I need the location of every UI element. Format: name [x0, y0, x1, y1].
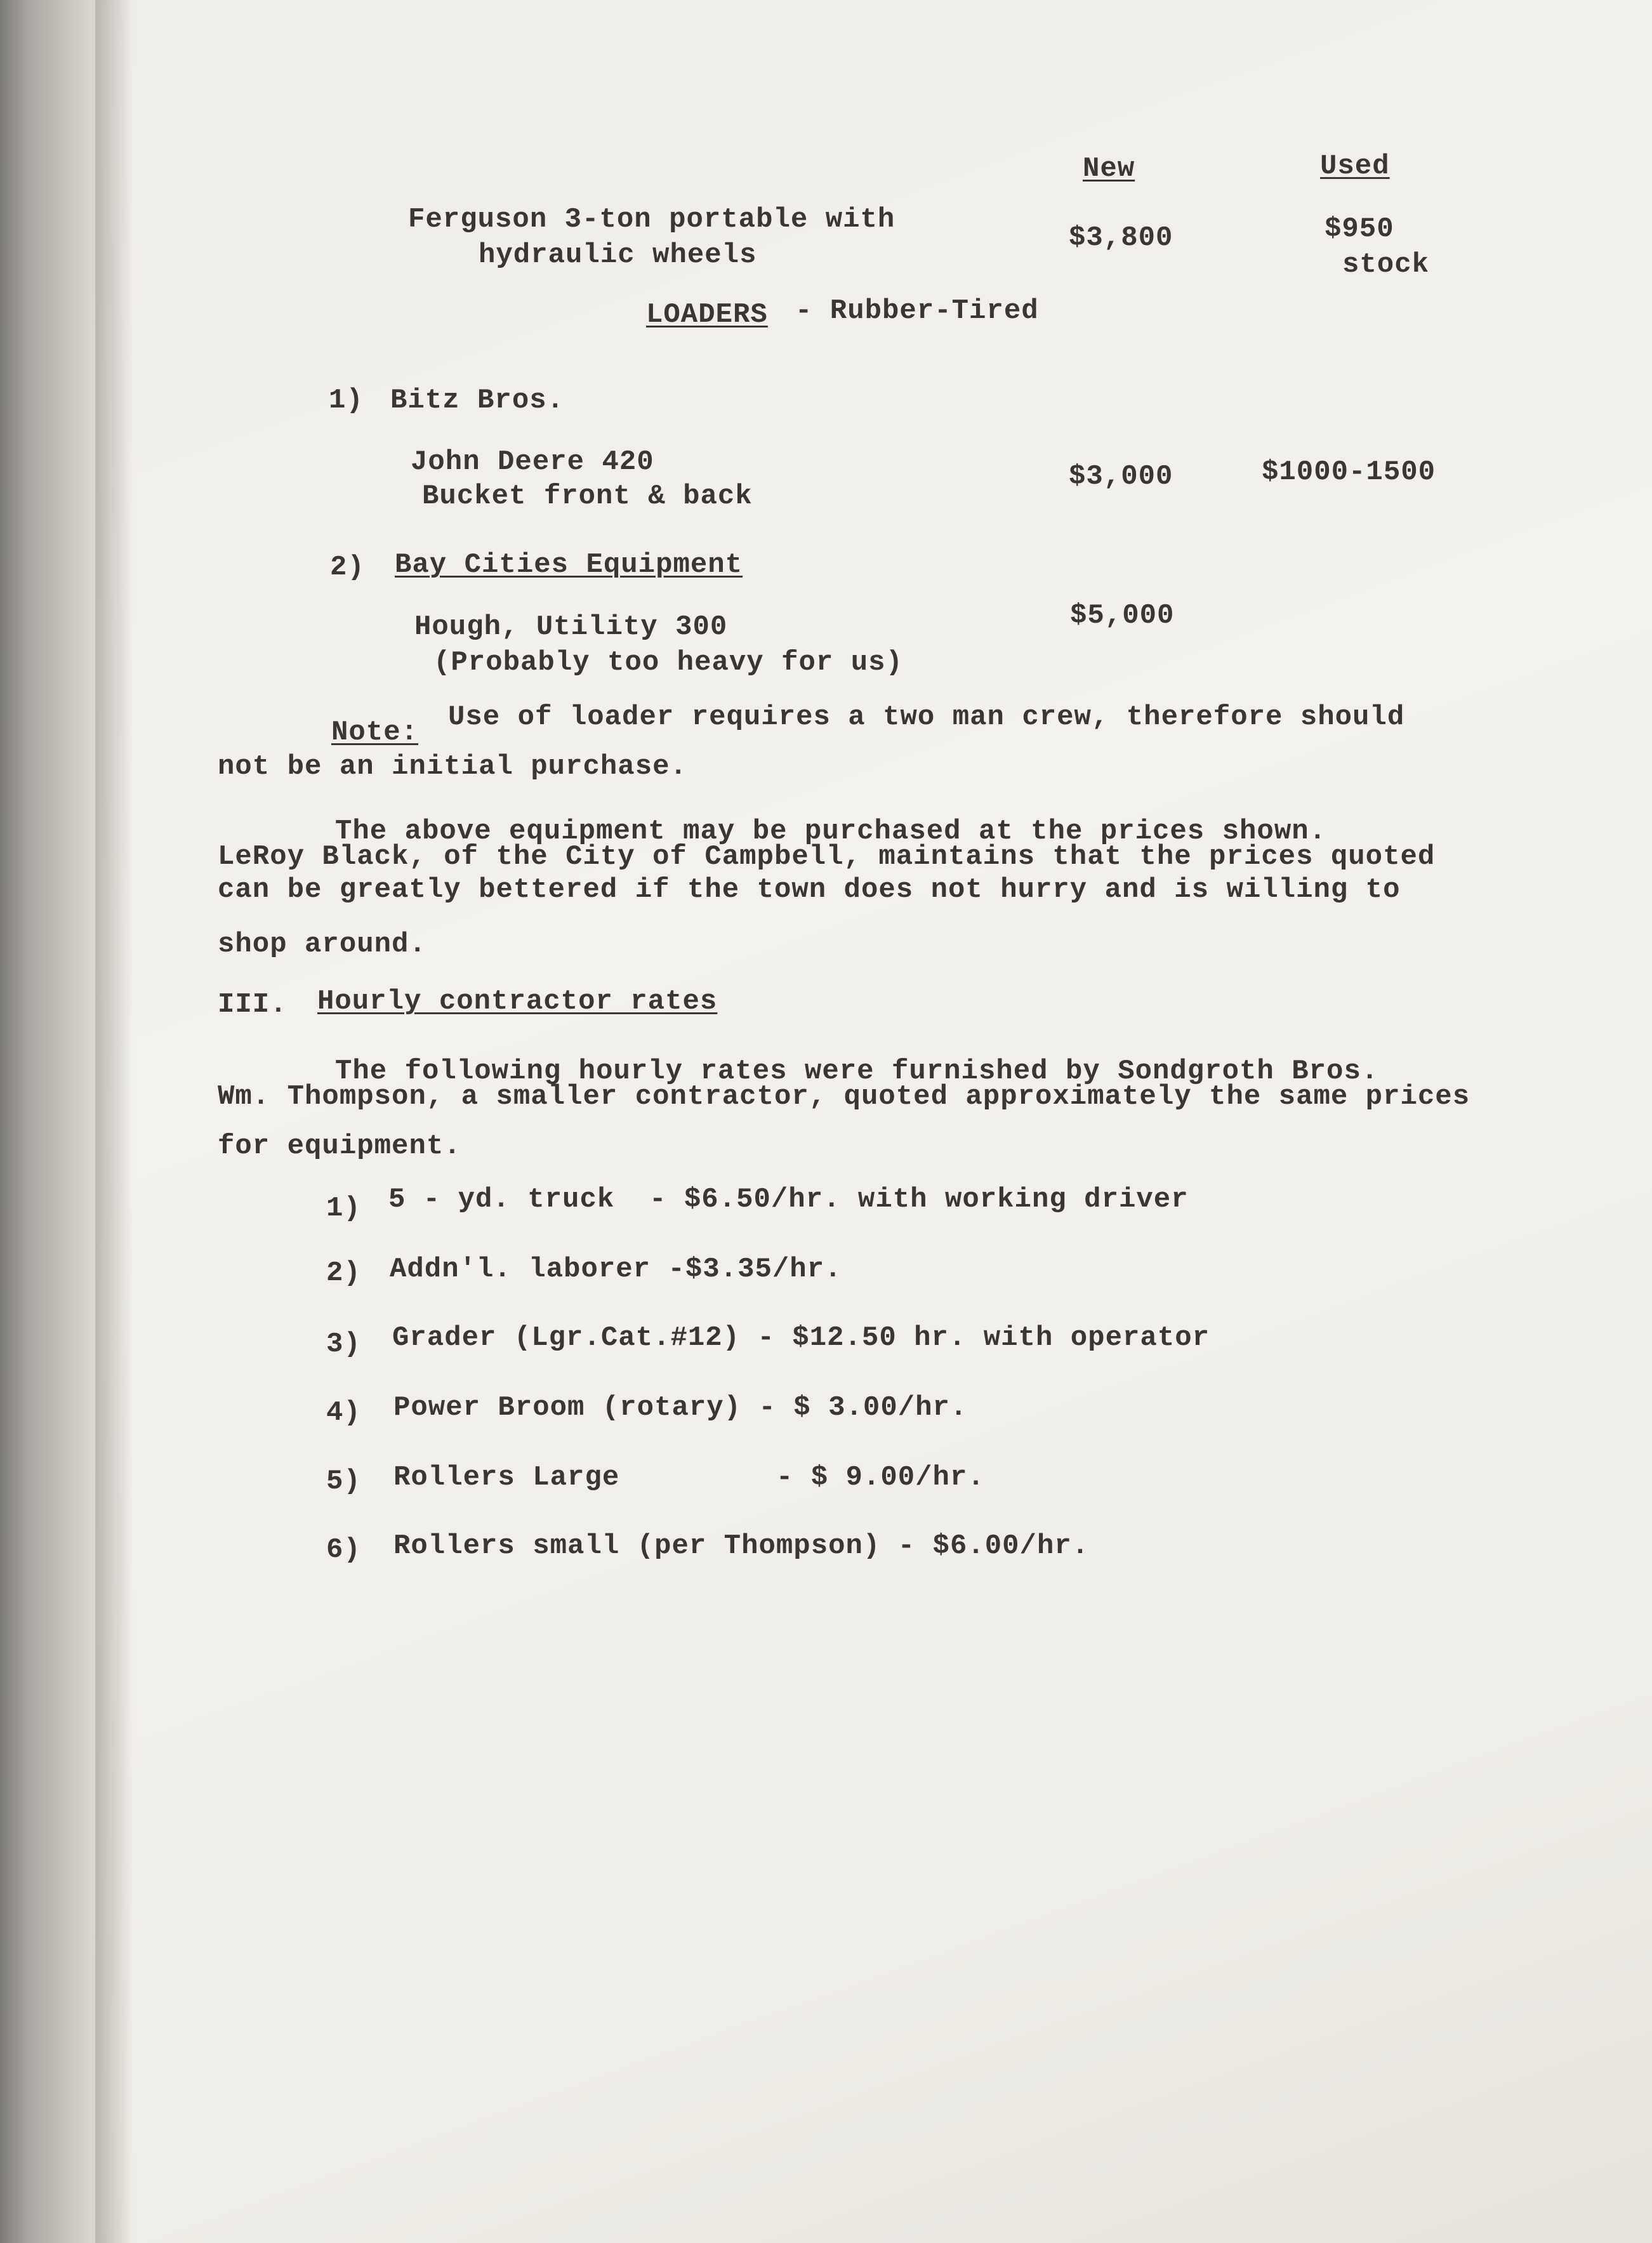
ferguson-price-used-note: stock	[1342, 249, 1430, 281]
loader-2-model-line1: Hough, Utility 300	[414, 611, 728, 643]
note-line1: Use of loader requires a two man crew, therefore should	[448, 701, 1405, 733]
loader-1-vendor: Bitz Bros.	[390, 385, 565, 416]
paragraph-line2: LeRoy Black, of the City of Campbell, maintains that the prices quoted	[218, 841, 1436, 873]
rate-1-number: 1)	[326, 1193, 361, 1224]
paragraph-line3: can be greatly bettered if the town does not hurry and is willing to	[218, 874, 1401, 906]
rate-5-text: Rollers Large - $ 9.00/hr.	[393, 1462, 985, 1493]
loader-1-model-line1: John Deere 420	[411, 446, 654, 478]
loaders-subheading: - Rubber-Tired	[795, 295, 1039, 327]
loader-1-model-line2: Bucket front & back	[422, 480, 753, 512]
rate-2-text: Addn'l. laborer -$3.35/hr.	[390, 1254, 842, 1285]
intro-line3: for equipment.	[218, 1130, 461, 1162]
rate-6-text: Rollers small (per Thompson) - $6.00/hr.	[393, 1530, 1090, 1562]
paragraph-line4: shop around.	[218, 929, 426, 960]
loader-2-price-new: $5,000	[1070, 600, 1175, 632]
rate-2-number: 2)	[326, 1257, 361, 1289]
note-line2: not be an initial purchase.	[218, 751, 687, 783]
rate-6-number: 6)	[326, 1534, 361, 1566]
ferguson-name-line2: hydraulic wheels	[479, 239, 757, 271]
paragraph-line1: The above equipment may be purchased at the prices shown.	[335, 816, 1327, 847]
section-number: III.	[218, 989, 287, 1021]
rate-3-text: Grader (Lgr.Cat.#12) - $12.50 hr. with operator	[392, 1322, 1210, 1354]
rate-3-number: 3)	[326, 1328, 361, 1360]
column-header-new: New	[1083, 153, 1135, 185]
intro-line2: Wm. Thompson, a smaller contractor, quoted approximately the same prices	[218, 1081, 1470, 1113]
rate-4-number: 4)	[326, 1397, 361, 1429]
rate-1-text: 5 - yd. truck - $6.50/hr. with working driver	[388, 1184, 1189, 1215]
loader-1-number: 1)	[329, 385, 364, 416]
column-header-used: Used	[1320, 150, 1390, 182]
rate-5-number: 5)	[326, 1466, 361, 1497]
loader-2-model-line2: (Probably too heavy for us)	[433, 647, 903, 678]
intro-line1: The following hourly rates were furnished by Sondgroth Bros.	[335, 1055, 1379, 1087]
ferguson-price-new: $3,800	[1069, 222, 1173, 254]
loader-1-price-used: $1000-1500	[1262, 456, 1436, 488]
loader-1-price-new: $3,000	[1069, 461, 1173, 493]
loaders-heading: LOADERS	[646, 299, 768, 331]
note-label: Note:	[331, 717, 419, 748]
loader-2-number: 2)	[330, 552, 365, 583]
loader-2-vendor: Bay Cities Equipment	[395, 549, 743, 581]
rate-4-text: Power Broom (rotary) - $ 3.00/hr.	[393, 1392, 968, 1424]
ferguson-price-used: $950	[1325, 213, 1394, 245]
section-title: Hourly contractor rates	[317, 986, 718, 1017]
ferguson-name-line1: Ferguson 3-ton portable with	[408, 204, 895, 235]
